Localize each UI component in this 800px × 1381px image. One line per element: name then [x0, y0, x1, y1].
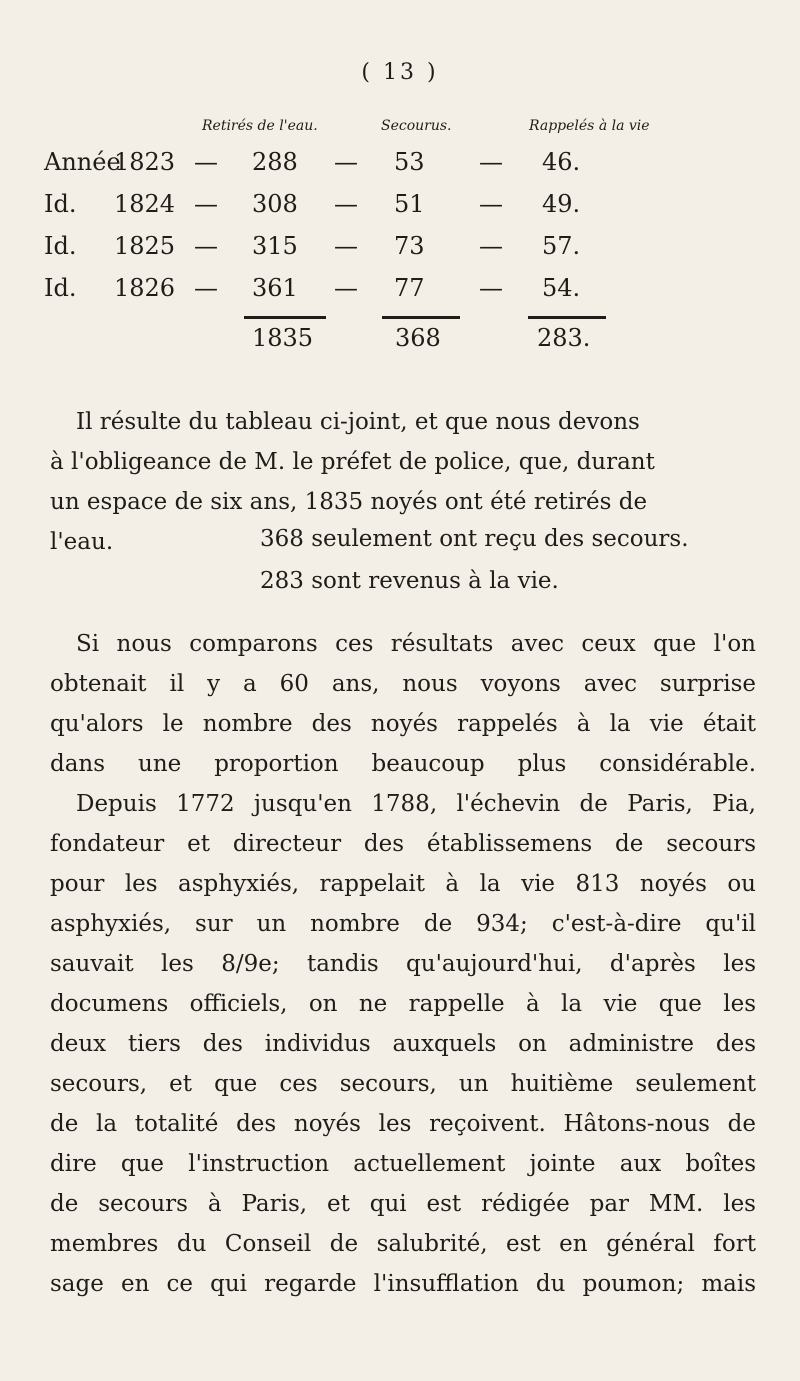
text-line: un espace de six ans, 1835 noyés ont été retirés de: [50, 489, 648, 515]
total-rule: [244, 316, 326, 319]
dash: —: [479, 190, 503, 218]
dash: —: [194, 274, 218, 302]
statistics-table: [34, 118, 774, 356]
text-line: asphyxiés, sur un nombre de 934; c'est-à-dire qu'il: [50, 911, 756, 937]
row-label: Année: [44, 148, 121, 176]
cell-rappeles: 49.: [542, 190, 581, 218]
dash: —: [334, 232, 358, 260]
total-rule: [382, 316, 460, 319]
indented-line-secours: 368 seulement ont reçu des secours.: [260, 526, 689, 552]
dash: —: [479, 148, 503, 176]
header-retires: Retirés de l'eau.: [202, 118, 318, 134]
text-line: documens officiels, on ne rappelle à la vie que les: [50, 991, 756, 1017]
text-line: l'eau.: [50, 529, 114, 555]
dash: —: [479, 232, 503, 260]
dash: —: [194, 190, 218, 218]
text-line: pour les asphyxiés, rappelait à la vie 813 noyés ou: [50, 871, 756, 897]
total-rappeles: 283.: [537, 324, 591, 352]
dash: —: [334, 190, 358, 218]
text-line: secours, et que ces secours, un huitième seulement: [50, 1071, 756, 1097]
text-line: dire que l'instruction actuellement jointe aux boîtes: [50, 1151, 756, 1177]
cell-retires: 288: [252, 148, 298, 176]
text-line: de la totalité des noyés les reçoivent. Hâtons-nous de: [50, 1111, 756, 1137]
text-line: dans une proportion beaucoup plus considérable.: [50, 751, 756, 777]
indented-line-vie: 283 sont revenus à la vie.: [260, 568, 559, 594]
dash: —: [334, 274, 358, 302]
text-line: de secours à Paris, et qui est rédigée par MM. les: [50, 1191, 756, 1217]
table-header: [34, 118, 774, 148]
text-line: obtenait il y a 60 ans, nous voyons avec surprise: [50, 671, 756, 697]
row-label: Id.: [44, 232, 77, 260]
row-year: 1826: [114, 274, 176, 302]
text-line: à l'obligeance de M. le préfet de police, que, durant: [50, 449, 655, 475]
text-line: sauvait les 8/9e; tandis qu'aujourd'hui, d'après les: [50, 951, 756, 977]
text-line: qu'alors le nombre des noyés rappelés à la vie était: [50, 711, 756, 737]
text-line: membres du Conseil de salubrité, est en général fort: [50, 1231, 756, 1257]
cell-retires: 315: [252, 232, 298, 260]
dash: —: [479, 274, 503, 302]
table-row: [34, 148, 774, 190]
total-secourus: 368: [395, 324, 441, 352]
header-rappeles: Rappelés à la vie: [529, 118, 650, 134]
dash: —: [334, 148, 358, 176]
cell-secourus: 73: [394, 232, 425, 260]
row-year: 1824: [114, 190, 176, 218]
row-label: Id.: [44, 274, 77, 302]
totals-row: [34, 316, 774, 356]
total-retires: 1835: [252, 324, 314, 352]
dash: —: [194, 148, 218, 176]
text-line: deux tiers des individus auxquels on administre des: [50, 1031, 756, 1057]
text-line: sage en ce qui regarde l'insufflation du poumon; mais: [50, 1271, 756, 1297]
table-row: [34, 232, 774, 274]
cell-retires: 308: [252, 190, 298, 218]
table-row: [34, 274, 774, 316]
cell-rappeles: 54.: [542, 274, 581, 302]
text-line: Depuis 1772 jusqu'en 1788, l'échevin de Paris, Pia,: [76, 791, 756, 817]
table-row: [34, 190, 774, 232]
cell-secourus: 77: [394, 274, 425, 302]
page-number: ( 13 ): [361, 60, 439, 85]
text-line: Si nous comparons ces résultats avec ceux que l'on: [76, 631, 756, 657]
cell-secourus: 53: [394, 148, 425, 176]
cell-rappeles: 57.: [542, 232, 581, 260]
paragraph-comparison: [50, 624, 756, 1304]
cell-rappeles: 46.: [542, 148, 581, 176]
header-secourus: Secourus.: [381, 118, 452, 134]
dash: —: [194, 232, 218, 260]
cell-secourus: 51: [394, 190, 425, 218]
text-line: Il résulte du tableau ci-joint, et que nous devons: [76, 409, 640, 435]
row-label: Id.: [44, 190, 77, 218]
row-year: 1823: [114, 148, 176, 176]
text-line: fondateur et directeur des établissemens de secours: [50, 831, 756, 857]
total-rule: [528, 316, 606, 319]
cell-retires: 361: [252, 274, 298, 302]
row-year: 1825: [114, 232, 176, 260]
